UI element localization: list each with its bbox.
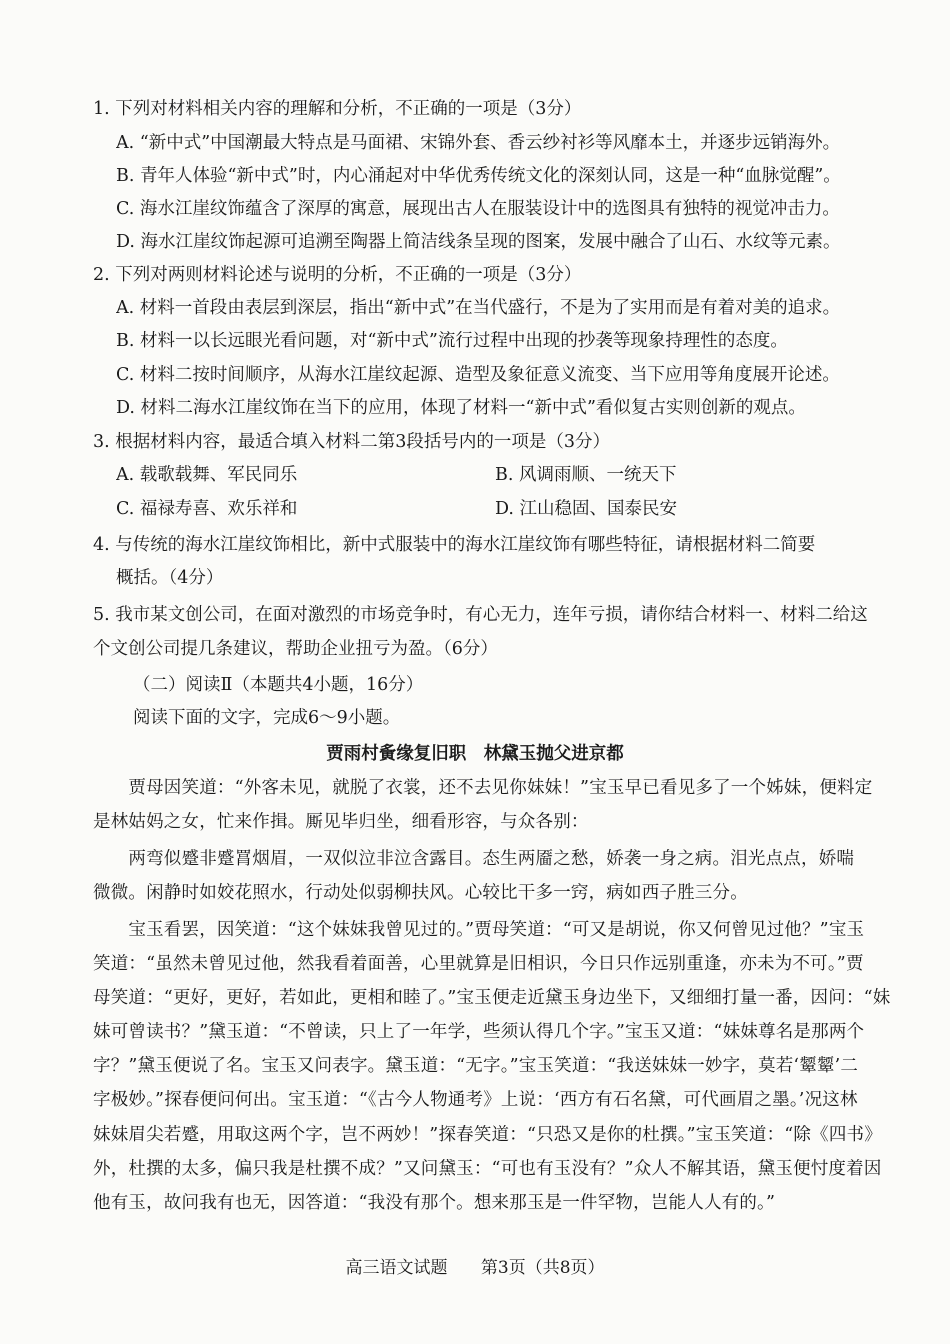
question-3-option-d: D. 江山稳固、国泰民安 (495, 499, 678, 519)
question-1-option-b: B. 青年人体验“新中式”时，内心涌起对中华优秀传统文化的深刻认同，这是一种“血脉觉醒”。 (116, 166, 841, 186)
question-3-option-c: C. 福禄寿喜、欢乐祥和 (116, 499, 298, 519)
question-4-line-2: 概括。（4分） (116, 568, 224, 588)
passage-line: 是林姑妈之女，忙来作揖。厮见毕归坐，细看形容，与众各别： (93, 812, 589, 832)
question-2-option-d: D. 材料二海水江崖纹饰在当下的应用，体现了材料一“新中式”看似复古实则创新的观点。 (116, 398, 806, 418)
question-2-option-c: C. 材料二按时间顺序，从海水江崖纹起源、造型及象征意义流变、当下应用等角度展开论述。 (116, 365, 840, 385)
passage-line: 贾母因笑道：“外客未见，就脱了衣裳，还不去见你妹妹！”宝玉早已看见多了一个姊妹，便料定 (93, 778, 873, 798)
passage-line: 字极妙。”探春便问何出。宝玉道：“《古今人物通考》上说：‘西方有石名黛，可代画眉之墨。’况这林 (93, 1090, 858, 1110)
passage-line: 母笑道：“更好，更好，若如此，更相和睦了。”宝玉便走近黛玉身边坐下，又细细打量一番，因问：“妹 (93, 988, 891, 1008)
question-1-option-c: C. 海水江崖纹饰蕴含了深厚的寓意，展现出古人在服装设计中的选图具有独特的视觉冲击力。 (116, 199, 840, 219)
footer-exam-name: 高三语文试题 (345, 1258, 448, 1278)
passage-line: 宝玉看罢，因笑道：“这个妹妹我曾见过的。”贾母笑道：“可又是胡说，你又何曾见过他？”宝玉 (93, 920, 865, 940)
question-2-stem: 2. 下列对两则材料论述与说明的分析，不正确的一项是（3分） (93, 265, 582, 285)
question-4-line-1: 4. 与传统的海水江崖纹饰相比，新中式服装中的海水江崖纹饰有哪些特征，请根据材料二简要 (93, 535, 816, 555)
page-footer (0, 1253, 950, 1278)
footer-page-number: 第3页（共8页） (480, 1258, 605, 1278)
passage-line: 他有玉，故问我有也无，因答道：“我没有那个。想来那玉是一件罕物，岂能人人有的。” (93, 1193, 776, 1213)
passage-line: 字？”黛玉便说了名。宝玉又问表字。黛玉道：“无字。”宝玉笑道：“我送妹妹一妙字，莫若‘颦颦’二 (93, 1056, 859, 1076)
question-2-option-b: B. 材料一以长远眼光看问题，对“新中式”流行过程中出现的抄袭等现象持理性的态度。 (116, 331, 788, 351)
passage-line: 微微。闲静时如姣花照水，行动处似弱柳扶风。心较比干多一窍，病如西子胜三分。 (93, 883, 748, 903)
question-2-option-a: A. 材料一首段由表层到深层，指出“新中式”在当代盛行，不是为了实用而是有着对美的追求。 (116, 298, 841, 318)
question-3-option-b: B. 风调雨顺、一统天下 (495, 465, 677, 485)
passage-line: 笑道：“虽然未曾见过他，然我看着面善，心里就算是旧相识，今日只作远别重逢，亦未为不可。”贾 (93, 954, 864, 974)
passage-line: 外，杜撰的太多，偏只我是杜撰不成？”又问黛玉：“可也有玉没有？”众人不解其语，黛玉便忖度着因 (93, 1159, 882, 1179)
question-1-stem: 1. 下列对材料相关内容的理解和分析，不正确的一项是（3分） (93, 99, 582, 119)
passage-line: 妹可曾读书？”黛玉道：“不曾读，只上了一年学，些须认得几个字。”宝玉又道：“妹妹尊名是那两个 (93, 1022, 865, 1042)
question-3-option-a: A. 载歌载舞、军民同乐 (116, 465, 298, 485)
question-5-line-1: 5. 我市某文创公司，在面对激烈的市场竞争时，有心无力，连年亏损，请你结合材料一、材料二给这 (93, 605, 868, 625)
question-1-option-d: D. 海水江崖纹饰起源可追溯至陶器上简洁线条呈现的图案，发展中融合了山石、水纹等元素。 (116, 232, 841, 252)
section-heading: （二）阅读Ⅱ（本题共4小题，16分） (133, 675, 424, 695)
question-1-option-a: A. “新中式”中国潮最大特点是马面裙、宋锦外套、香云纱衬衫等风靡本土，并逐步远销海外。 (116, 133, 841, 153)
passage-line: 妹妹眉尖若蹙，用取这两个字，岂不两妙！”探春笑道：“只恐又是你的杜撰。”宝玉笑道：“除《四书》 (93, 1125, 882, 1145)
question-5-line-2: 个文创公司提几条建议，帮助企业扭亏为盈。（6分） (93, 639, 498, 659)
question-3-stem: 3. 根据材料内容，最适合填入材料二第3段括号内的一项是（3分） (93, 432, 611, 452)
section-instruction: 阅读下面的文字，完成6～9小题。 (133, 708, 401, 728)
passage-line: 两弯似蹙非蹙罥烟眉，一双似泣非泣含露目。态生两靥之愁，娇袭一身之病。泪光点点，娇喘 (93, 849, 855, 869)
passage-title: 贾雨村夤缘复旧职 林黛玉抛父进京都 (326, 744, 624, 764)
